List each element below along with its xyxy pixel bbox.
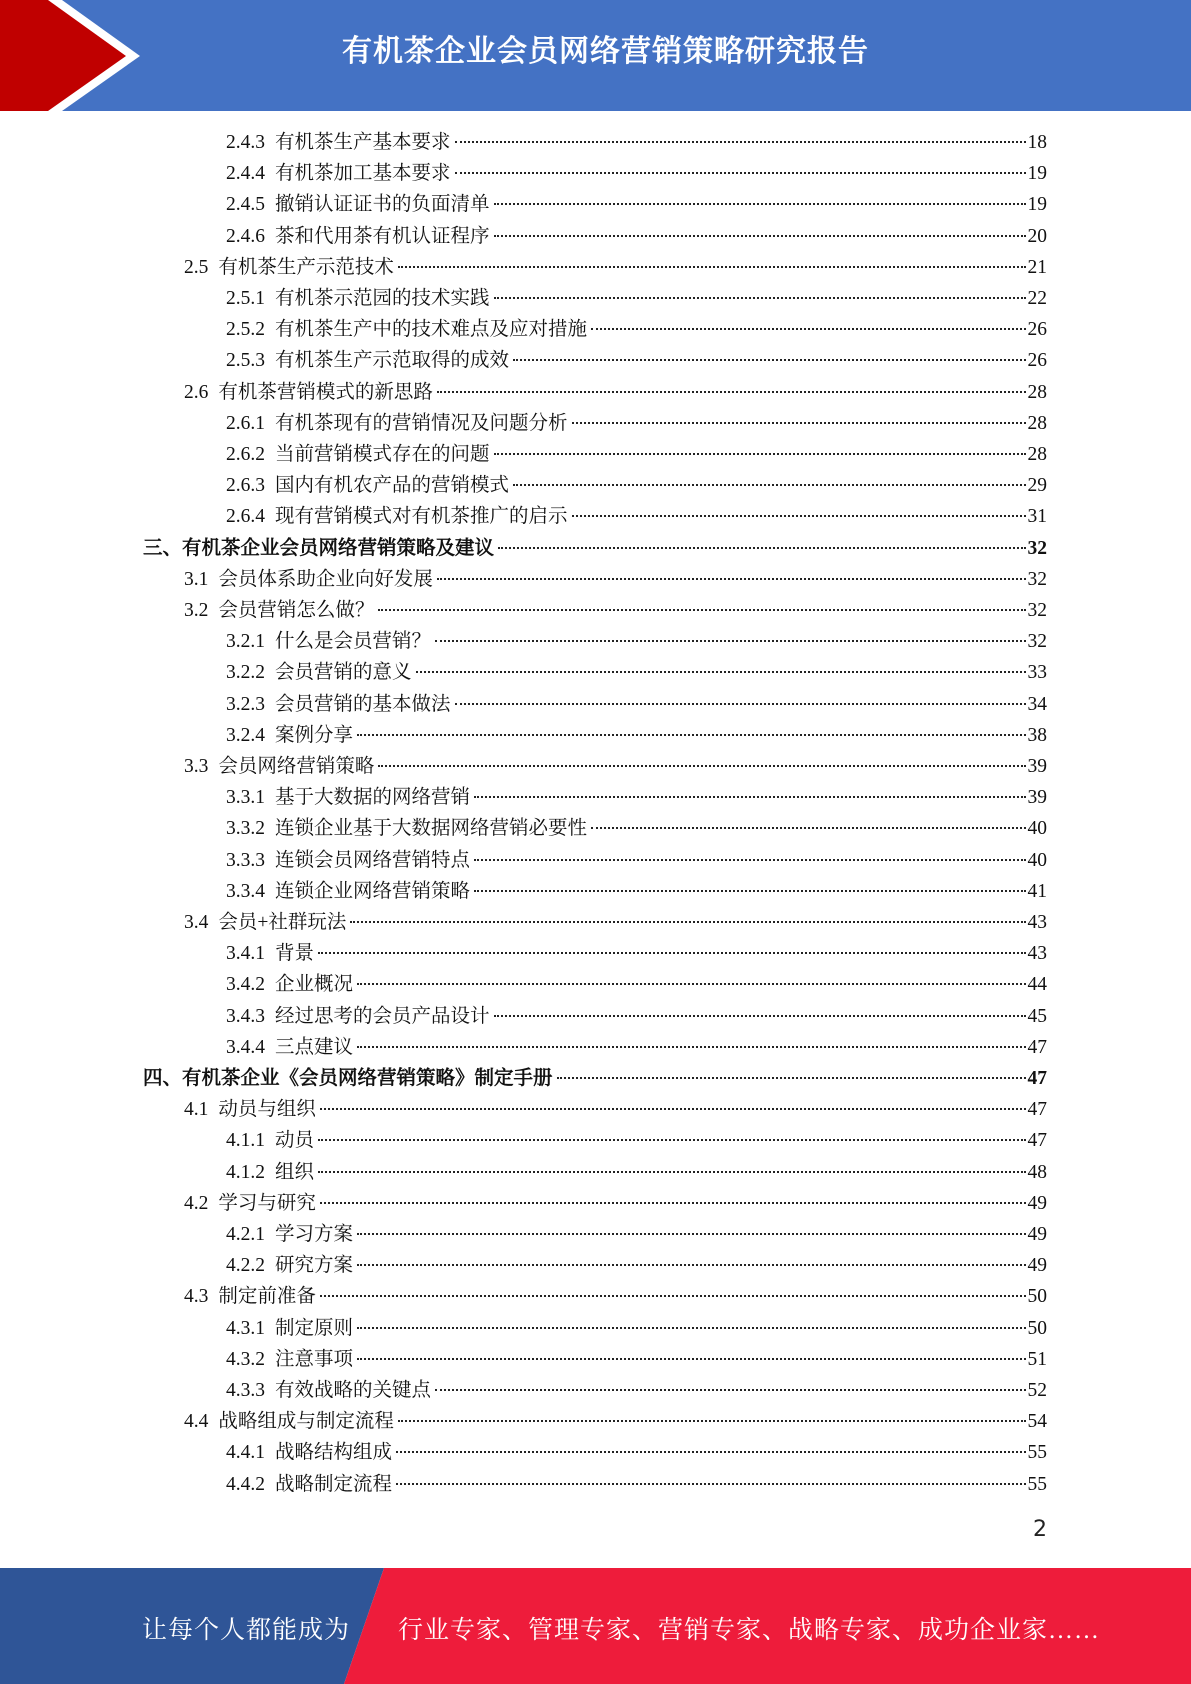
toc-entry[interactable]: [226, 470, 1047, 501]
toc-dot-leader: [494, 1015, 1026, 1017]
toc-entry-number: 3.2.1: [226, 631, 265, 653]
toc-entry[interactable]: [184, 252, 1047, 283]
toc-entry-number: 3.3: [184, 756, 209, 777]
toc-entry-page: 49: [1027, 1192, 1047, 1214]
toc-entry-title: 会员营销的意义: [275, 662, 412, 684]
toc-entry-page: 50: [1027, 1286, 1047, 1308]
toc-entry-title: 现有营销模式对有机茶推广的启示: [275, 506, 568, 528]
toc-entry-title: 有机茶生产示范取得的成效: [275, 350, 510, 372]
toc-entry-title: 有机茶营销模式的新思路: [218, 381, 433, 403]
toc-entry-page: 19: [1027, 194, 1047, 216]
toc-entry-number: 4.1.2: [226, 1161, 265, 1183]
toc-dot-leader: [320, 1295, 1026, 1297]
toc-entry-page: 50: [1027, 1317, 1047, 1339]
toc-entry-page: 45: [1027, 1005, 1047, 1027]
toc-entry-number: 3.4.3: [226, 1005, 265, 1027]
toc-entry-number: 2.5: [184, 256, 209, 278]
toc-entry[interactable]: [184, 564, 1047, 595]
toc-entry[interactable]: [226, 1375, 1047, 1406]
toc-entry[interactable]: [226, 1469, 1047, 1500]
toc-entry-page: 31: [1027, 506, 1047, 528]
toc-entry-title: 什么是会员营销？: [275, 631, 432, 653]
toc-entry[interactable]: [226, 1313, 1047, 1344]
toc-entry-number: 4.3.2: [226, 1348, 265, 1370]
toc-entry-title: 连锁企业基于大数据网络营销必要性: [275, 818, 588, 840]
toc-entry-title: 会员网络营销策略: [218, 756, 375, 777]
toc-entry[interactable]: [226, 1219, 1047, 1250]
toc-entry-number: 4.3: [184, 1286, 209, 1308]
toc-dot-leader: [357, 734, 1025, 736]
toc-entry-page: 32: [1027, 537, 1047, 559]
toc-entry[interactable]: [143, 1063, 1047, 1094]
toc-entry-page: 29: [1027, 475, 1047, 497]
toc-entry-number: 3.2: [184, 600, 209, 621]
toc-dot-leader: [572, 422, 1026, 424]
toc-entry-page: 40: [1027, 818, 1047, 840]
toc-entry[interactable]: [226, 1032, 1047, 1063]
toc-entry-title: 基于大数据的网络营销: [275, 787, 471, 809]
toc-entry[interactable]: [226, 876, 1047, 907]
toc-entry-page: 49: [1027, 1224, 1047, 1245]
toc-entry-title: 三点建议: [275, 1036, 354, 1058]
toc-dot-leader: [378, 609, 1025, 611]
toc-entry-number: 3.4.1: [226, 943, 265, 965]
toc-dot-leader: [455, 172, 1026, 174]
toc-entry-title: 有机茶企业会员网络营销策略及建议: [182, 537, 495, 559]
toc-entry[interactable]: [226, 657, 1047, 688]
toc-entry-number: 3.1: [184, 568, 209, 590]
toc-dot-leader: [396, 1451, 1025, 1453]
toc-entry-number: 2.4.6: [226, 225, 265, 247]
toc-entry-number: 4.1.1: [226, 1130, 265, 1152]
toc-dot-leader: [437, 578, 1026, 580]
toc-entry-title: 动员: [275, 1130, 315, 1152]
toc-entry-title: 组织: [275, 1161, 315, 1183]
toc-entry-number: 3.2.3: [226, 693, 265, 715]
toc-entry-number: 4.4.2: [226, 1473, 265, 1495]
toc-entry-number: 3.4.2: [226, 974, 265, 996]
toc-entry-number: 2.5.2: [226, 319, 265, 341]
toc-entry-title: 制定原则: [275, 1317, 354, 1339]
toc-entry-number: 3.3.2: [226, 818, 265, 840]
toc-entry-title: 有机茶示范园的技术实践: [275, 288, 490, 309]
toc-dot-leader: [318, 1171, 1025, 1173]
toc-dot-leader: [378, 765, 1025, 767]
toc-entry-title: 会员+社群玩法: [218, 912, 347, 933]
toc-entry-title: 有机茶加工基本要求: [275, 163, 451, 185]
toc-entry[interactable]: [226, 969, 1047, 1000]
toc-entry-title: 背景: [275, 943, 315, 965]
toc-entry-number: 4.4.1: [226, 1442, 265, 1464]
toc-entry-title: 学习方案: [275, 1224, 354, 1245]
toc-dot-leader: [513, 359, 1025, 361]
toc-dot-leader: [318, 1139, 1025, 1141]
toc-entry-number: 2.6.3: [226, 475, 265, 497]
toc-dot-leader: [318, 952, 1025, 954]
toc-entry-number: 4.4: [184, 1411, 209, 1433]
toc-entry-number: 2.4.4: [226, 163, 265, 185]
page-number: 2: [1033, 1517, 1047, 1542]
toc-entry-number: 4.3.1: [226, 1317, 265, 1339]
page-header: [0, 0, 1191, 111]
toc-entry[interactable]: [184, 1406, 1047, 1437]
toc-dot-leader: [494, 235, 1026, 237]
toc-entry-page: 47: [1027, 1036, 1047, 1058]
toc-entry-number: 2.6.1: [226, 412, 265, 434]
toc-entry-title: 有机茶生产中的技术难点及应对措施: [275, 319, 588, 341]
toc-entry-title: 动员与组织: [218, 1099, 316, 1121]
toc-entry-number: 2.6: [184, 381, 209, 403]
toc-entry-number: 2.6.2: [226, 444, 265, 465]
toc-entry-title: 有机茶企业《会员网络营销策略》制定手册: [182, 1068, 553, 1089]
toc-entry[interactable]: [184, 907, 1047, 938]
toc-entry-title: 战略组成与制定流程: [218, 1411, 394, 1433]
toc-entry-title: 经过思考的会员产品设计: [275, 1005, 490, 1027]
toc-dot-leader: [357, 1327, 1025, 1329]
toc-dot-leader: [437, 391, 1026, 393]
report-title: 有机茶企业会员网络营销策略研究报告: [342, 34, 869, 69]
toc-entry[interactable]: [226, 720, 1047, 751]
toc-entry-title: 有机茶生产示范技术: [218, 256, 394, 278]
toc-entry-page: 32: [1027, 568, 1047, 590]
toc-entry[interactable]: [226, 1157, 1047, 1188]
toc-entry-page: 22: [1027, 288, 1047, 309]
toc-entry[interactable]: [226, 1437, 1047, 1468]
toc-dot-leader: [591, 827, 1025, 829]
toc-entry[interactable]: [226, 1001, 1047, 1032]
toc-entry[interactable]: [226, 501, 1047, 532]
toc-dot-leader: [398, 1420, 1026, 1422]
toc-entry-title: 研究方案: [275, 1255, 354, 1277]
toc-entry-page: 38: [1027, 724, 1047, 746]
toc-dot-leader: [474, 796, 1025, 798]
toc-entry-title: 企业概况: [275, 974, 354, 996]
toc-entry-page: 28: [1027, 381, 1047, 403]
toc-entry-title: 制定前准备: [218, 1286, 316, 1308]
toc-entry[interactable]: [226, 938, 1047, 969]
toc-entry-number: 3.4.4: [226, 1036, 265, 1058]
toc-entry-number: 2.5.1: [226, 288, 265, 309]
toc-entry-number: 4.2: [184, 1192, 209, 1214]
toc-entry-page: 43: [1027, 912, 1047, 933]
toc-dot-leader: [455, 703, 1026, 705]
toc-entry-page: 39: [1027, 756, 1047, 777]
toc-entry-number: 3.4: [184, 912, 209, 933]
toc-entry-title: 有机茶生产基本要求: [275, 132, 451, 153]
toc-entry[interactable]: [226, 408, 1047, 439]
toc-entry[interactable]: [226, 345, 1047, 376]
toc-dot-leader: [320, 1108, 1026, 1110]
toc-dot-leader: [494, 203, 1026, 205]
toc-entry-page: 19: [1027, 163, 1047, 185]
toc-entry-page: 21: [1027, 256, 1047, 278]
toc-entry-number: 4.1: [184, 1099, 209, 1121]
toc-entry[interactable]: [184, 1094, 1047, 1125]
toc-entry-title: 会员营销怎么做？: [218, 600, 375, 621]
toc-entry-number: 四、: [143, 1068, 183, 1089]
toc-dot-leader: [455, 141, 1026, 143]
toc-dot-leader: [357, 1233, 1025, 1235]
toc-entry-page: 55: [1027, 1473, 1047, 1495]
toc-dot-leader: [435, 1389, 1025, 1391]
toc-entry-title: 连锁会员网络营销特点: [275, 849, 471, 871]
toc-dot-leader: [357, 1358, 1025, 1360]
toc-entry-page: 47: [1027, 1068, 1047, 1089]
toc-entry-title: 学习与研究: [218, 1192, 316, 1214]
toc-entry-number: 4.2.2: [226, 1255, 265, 1277]
toc-entry-page: 32: [1027, 631, 1047, 653]
toc-dot-leader: [320, 1202, 1026, 1204]
footer-slogan-left: 让每个人都能成为: [142, 1617, 351, 1644]
toc-entry[interactable]: [226, 626, 1047, 657]
toc-entry[interactable]: [184, 1188, 1047, 1219]
toc-entry[interactable]: [184, 751, 1047, 782]
toc-entry[interactable]: [226, 127, 1047, 158]
toc-dot-leader: [357, 983, 1025, 985]
toc-entry[interactable]: [184, 1281, 1047, 1312]
toc-entry[interactable]: [226, 221, 1047, 252]
toc-entry-number: 3.3.3: [226, 849, 265, 871]
toc-entry-page: 26: [1027, 319, 1047, 341]
toc-entry-page: 51: [1027, 1348, 1047, 1370]
toc-entry-page: 43: [1027, 943, 1047, 965]
toc-entry-page: 39: [1027, 787, 1047, 809]
toc-entry[interactable]: [226, 189, 1047, 220]
toc-entry-number: 4.2.1: [226, 1224, 265, 1245]
toc-entry-page: 54: [1027, 1411, 1047, 1433]
toc-entry-page: 34: [1027, 693, 1047, 715]
toc-entry-title: 战略制定流程: [275, 1473, 393, 1495]
toc-entry-title: 注意事项: [275, 1348, 354, 1370]
toc-entry-page: 20: [1027, 225, 1047, 247]
toc-dot-leader: [474, 890, 1025, 892]
toc-dot-leader: [494, 297, 1026, 299]
toc-entry-number: 三、: [143, 537, 183, 559]
toc-dot-leader: [513, 484, 1025, 486]
toc-entry-page: 41: [1027, 880, 1047, 902]
toc-dot-leader: [396, 1483, 1025, 1485]
toc-entry-page: 18: [1027, 132, 1047, 153]
toc-entry-number: 2.6.4: [226, 506, 265, 528]
toc-entry-number: 3.2.4: [226, 724, 265, 746]
toc-dot-leader: [474, 859, 1025, 861]
toc-entry[interactable]: [226, 283, 1047, 314]
footer-slogan-right: 行业专家、管理专家、营销专家、战略专家、成功企业家……: [398, 1617, 1101, 1644]
toc-entry[interactable]: [226, 1344, 1047, 1375]
toc-entry-title: 茶和代用茶有机认证程序: [275, 225, 490, 247]
toc-entry-title: 当前营销模式存在的问题: [275, 444, 490, 465]
toc-dot-leader: [494, 453, 1026, 455]
toc-entry-page: 55: [1027, 1442, 1047, 1464]
toc-entry-title: 会员体系助企业向好发展: [218, 568, 433, 590]
toc-dot-leader: [398, 266, 1026, 268]
toc-entry-number: 2.5.3: [226, 350, 265, 372]
toc-entry-number: 4.3.3: [226, 1380, 265, 1401]
toc-entry[interactable]: [226, 845, 1047, 876]
toc-entry-number: 3.2.2: [226, 662, 265, 684]
toc-entry[interactable]: [226, 689, 1047, 720]
toc-dot-leader: [357, 1264, 1025, 1266]
toc-entry-title: 撤销认证证书的负面清单: [275, 194, 490, 216]
toc-entry[interactable]: [226, 1250, 1047, 1281]
toc-entry-page: 40: [1027, 849, 1047, 871]
toc-dot-leader: [591, 328, 1025, 330]
toc-entry[interactable]: [226, 439, 1047, 470]
toc-entry[interactable]: [184, 595, 1047, 626]
toc-entry-page: 47: [1027, 1130, 1047, 1152]
toc-entry-title: 战略结构组成: [275, 1442, 393, 1464]
toc-entry-page: 52: [1027, 1380, 1047, 1401]
toc-entry-number: 2.4.3: [226, 132, 265, 153]
toc-entry[interactable]: [226, 1125, 1047, 1156]
toc-dot-leader: [350, 921, 1025, 923]
toc-entry-title: 有效战略的关键点: [275, 1380, 432, 1401]
toc-dot-leader: [416, 671, 1026, 673]
toc-dot-leader: [357, 1046, 1025, 1048]
toc-dot-leader: [572, 515, 1026, 517]
toc-entry[interactable]: [226, 314, 1047, 345]
toc-entry-page: 28: [1027, 412, 1047, 434]
toc-dot-leader: [435, 640, 1025, 642]
toc-entry-page: 47: [1027, 1099, 1047, 1121]
toc-entry[interactable]: [143, 533, 1047, 564]
toc-entry-page: 28: [1027, 444, 1047, 465]
toc-entry[interactable]: [226, 782, 1047, 813]
toc-entry-title: 国内有机农产品的营销模式: [275, 475, 510, 497]
toc-entry-page: 49: [1027, 1255, 1047, 1277]
page-footer: [0, 1568, 1191, 1684]
toc-entry[interactable]: [184, 377, 1047, 408]
toc-entry[interactable]: [226, 813, 1047, 844]
toc-entry-page: 48: [1027, 1161, 1047, 1183]
toc-entry-title: 有机茶现有的营销情况及问题分析: [275, 412, 568, 434]
toc-entry-title: 连锁企业网络营销策略: [275, 880, 471, 902]
toc-entry-number: 3.3.1: [226, 787, 265, 809]
toc-entry-page: 44: [1027, 974, 1047, 996]
toc-entry-title: 会员营销的基本做法: [275, 693, 451, 715]
toc-entry-page: 32: [1027, 600, 1047, 621]
toc-dot-leader: [557, 1077, 1026, 1079]
toc-entry-page: 33: [1027, 662, 1047, 684]
toc-dot-leader: [498, 547, 1025, 549]
toc-entry-number: 2.4.5: [226, 194, 265, 216]
toc-entry-title: 案例分享: [275, 724, 354, 746]
toc-entry-page: 26: [1027, 350, 1047, 372]
toc-entry-number: 3.3.4: [226, 880, 265, 902]
toc-entry[interactable]: [226, 158, 1047, 189]
